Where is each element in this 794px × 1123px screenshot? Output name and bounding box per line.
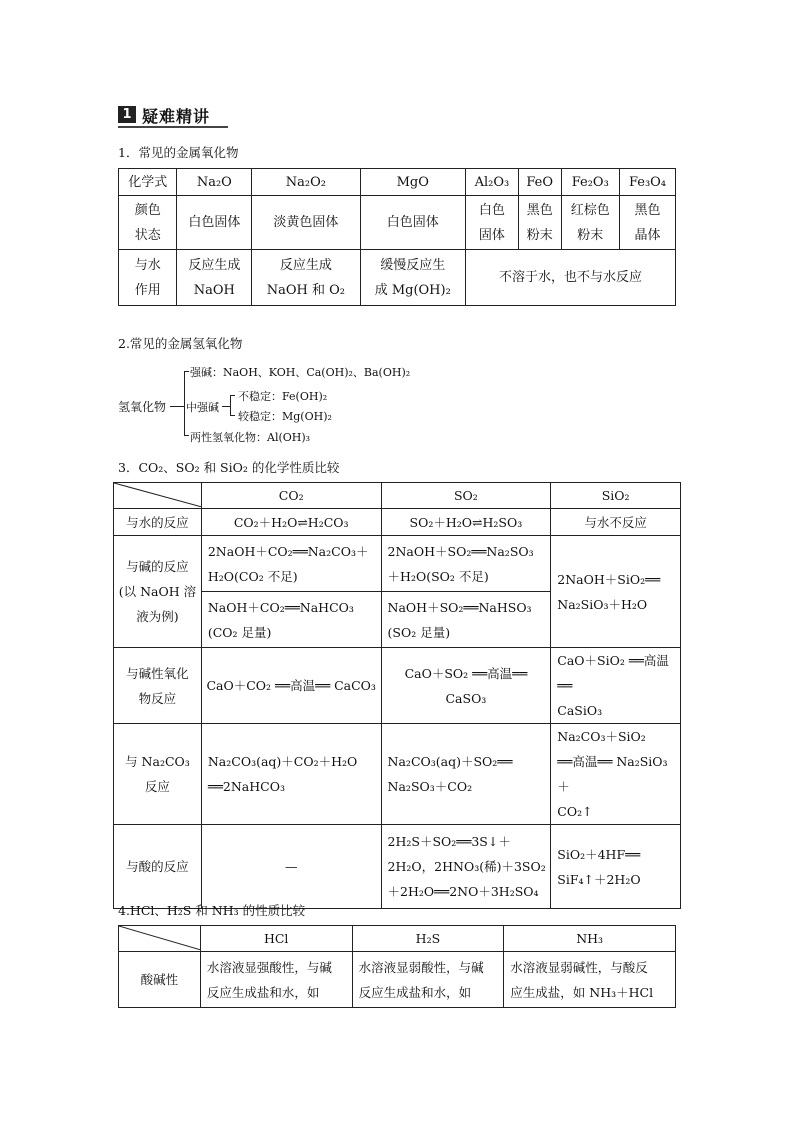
cell: 白色固体 (360, 196, 466, 250)
cell: — (201, 825, 381, 909)
gas-compare-table (118, 925, 676, 1008)
cell: 水溶液显弱碱性，与酸反 应生成盐，如 NH₃＋HCl (504, 952, 676, 1008)
row-label: 与水 作用 (119, 250, 177, 306)
oxide-compare-table (113, 482, 681, 909)
th: Fe₂O₃ (561, 169, 619, 196)
cell: 白色固体 (177, 196, 252, 250)
tree-amph: 两性氢氧化物：Al(OH)₃ (190, 431, 311, 444)
th: SiO₂ (551, 483, 681, 509)
th: NH₃ (504, 926, 676, 952)
cell: 2NaOH＋CO₂══Na₂CO₃＋ H₂O(CO₂ 不足) (201, 536, 381, 592)
tree-strong: 强碱：NaOH、KOH、Ca(OH)₂、Ba(OH)₂ (190, 366, 411, 379)
cell: 反应生成 NaOH 和 O₂ (252, 250, 360, 306)
metal-oxide-table (118, 168, 676, 306)
cell: NaOH＋CO₂══NaHCO₃ (CO₂ 足量) (201, 592, 381, 648)
th: Fe₃O₄ (619, 169, 675, 196)
cell: 红棕色 粉末 (561, 196, 619, 250)
cell: 缓慢反应生 成 Mg(OH)₂ (360, 250, 466, 306)
cell: 2H₂S＋SO₂══3S↓＋ 2H₂O，2HNO₃(稀)＋3SO₂ ＋2H₂O══2NO＋3H₂SO₄ (381, 825, 551, 909)
tree-medium: 中强碱 (186, 401, 219, 414)
cell: 白色 固体 (466, 196, 519, 250)
tree-unstable: 不稳定：Fe(OH)₂ (238, 390, 328, 403)
cell: 水溶液显强酸性，与碱 反应生成盐和水，如 (200, 952, 352, 1008)
th: SO₂ (381, 483, 551, 509)
diagonal-header (114, 483, 202, 509)
th: Na₂O₂ (252, 169, 360, 196)
section-header (118, 104, 228, 126)
section-title: 疑难精讲 (142, 107, 211, 126)
header-underline (118, 126, 228, 128)
diagonal-header (119, 926, 201, 952)
cell: CaO＋SO₂ ══高温══ CaSO₃ (381, 648, 551, 724)
th: Al₂O₃ (466, 169, 519, 196)
th: HCl (200, 926, 352, 952)
s2-title: 2.常见的金属氢氧化物 (118, 336, 243, 351)
tree-root: 氢氧化物 (118, 400, 167, 414)
tree-stable: 较稳定：Mg(OH)₂ (238, 410, 332, 423)
th: CO₂ (201, 483, 381, 509)
cell: CaO＋SiO₂ ══高温══ CaSiO₃ (551, 648, 681, 724)
row-label: 与水的反应 (114, 509, 202, 536)
row-label: 酸碱性 (119, 952, 201, 1008)
cell: 反应生成 NaOH (177, 250, 252, 306)
cell: CaO＋CO₂ ══高温══ CaCO₃ (201, 648, 381, 724)
cell: SiO₂＋4HF══ SiF₄↑＋2H₂O (551, 825, 681, 909)
cell: NaOH＋SO₂══NaHSO₃ (SO₂ 足量) (381, 592, 551, 648)
cell: Na₂CO₃(aq)＋CO₂＋H₂O ══2NaHCO₃ (201, 724, 381, 825)
cell: 2NaOH＋SO₂══Na₂SO₃ ＋H₂O(SO₂ 不足) (381, 536, 551, 592)
cell: 与水不反应 (551, 509, 681, 536)
cell: 2NaOH＋SiO₂══ Na₂SiO₃＋H₂O (551, 536, 681, 648)
row-label: 与酸的反应 (114, 825, 202, 909)
th: FeO (518, 169, 561, 196)
section-badge: 1 (118, 106, 136, 123)
th: MgO (360, 169, 466, 196)
s4-title: 4.HCl、H₂S 和 NH₃ 的性质比较 (118, 903, 306, 918)
th: 化学式 (119, 169, 177, 196)
row-label: 与碱的反应 (以 NaOH 溶 液为例) (114, 536, 202, 648)
cell: 水溶液显弱酸性，与碱 反应生成盐和水，如 (352, 952, 504, 1008)
row-label: 颜色 状态 (119, 196, 177, 250)
s3-title: 3．CO₂、SO₂ 和 SiO₂ 的化学性质比较 (118, 460, 340, 475)
cell: Na₂CO₃(aq)＋SO₂══ Na₂SO₃＋CO₂ (381, 724, 551, 825)
cell: CO₂＋H₂O⇌H₂CO₃ (201, 509, 381, 536)
cell: 黑色 晶体 (619, 196, 675, 250)
cell: SO₂＋H₂O⇌H₂SO₃ (381, 509, 551, 536)
cell: Na₂CO₃＋SiO₂ ══高温══ Na₂SiO₃＋ CO₂↑ (551, 724, 681, 825)
th: H₂S (352, 926, 504, 952)
cell: 不溶于水，也不与水反应 (466, 250, 676, 306)
hydroxide-tree (118, 362, 418, 448)
row-label: 与碱性氧化 物反应 (114, 648, 202, 724)
s1-title: 1．常见的金属氧化物 (118, 145, 239, 160)
cell: 黑色 粉末 (518, 196, 561, 250)
cell: 淡黄色固体 (252, 196, 360, 250)
row-label: 与 Na₂CO₃ 反应 (114, 724, 202, 825)
th: Na₂O (177, 169, 252, 196)
